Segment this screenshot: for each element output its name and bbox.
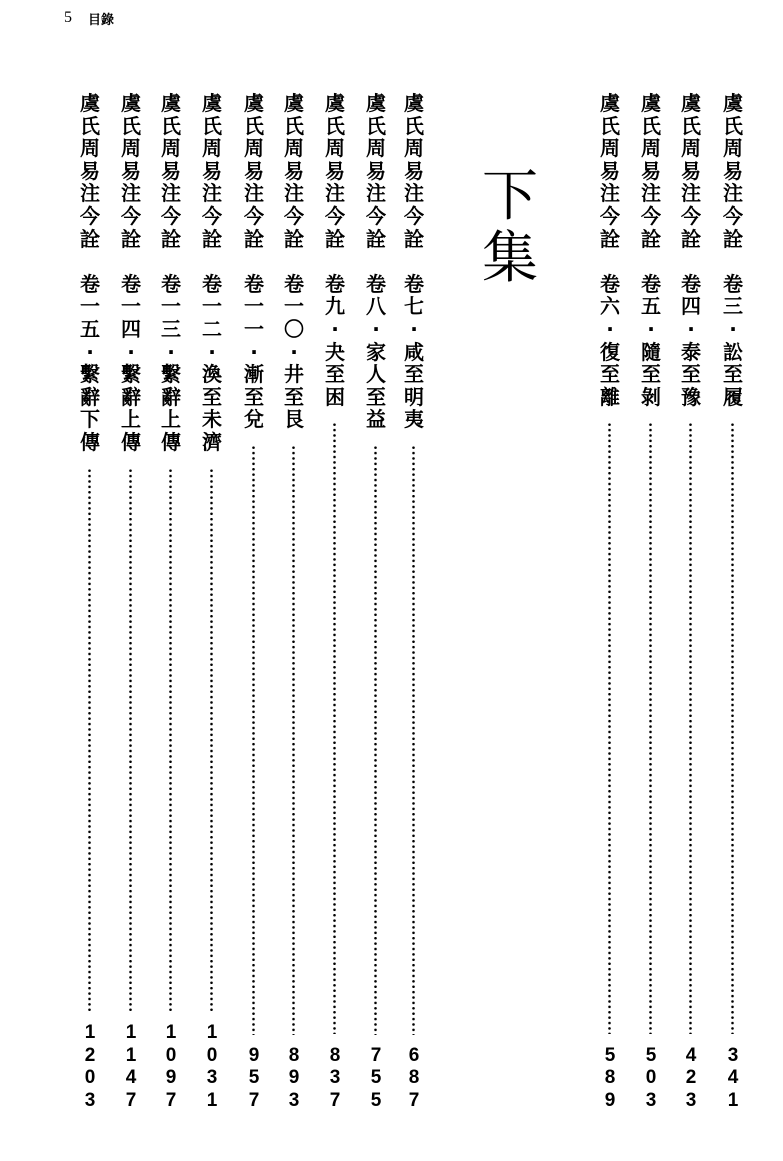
dot-leader bbox=[209, 468, 214, 1012]
section-title: 目錄 bbox=[88, 12, 115, 28]
toc-entry bbox=[76, 0, 104, 1161]
toc-entry-page: 6 8 7 bbox=[408, 1044, 420, 1111]
part-heading: 下 集 bbox=[482, 164, 538, 291]
toc-entry-page: 1 0 3 1 bbox=[206, 1022, 218, 1111]
toc-entry-page: 1 2 0 3 bbox=[84, 1022, 96, 1111]
toc-entry-title: 虞 氏 周 易 注 今 詮 卷 一 〇 · 井 至 艮 bbox=[284, 91, 304, 432]
toc-entry-page: 1 1 4 7 bbox=[125, 1022, 137, 1111]
dot-leader bbox=[411, 445, 416, 1035]
toc-entry bbox=[198, 0, 226, 1161]
toc-entry-title: 虞 氏 周 易 注 今 詮 卷 六 · 復 至 離 bbox=[600, 91, 620, 409]
toc-entry bbox=[280, 0, 308, 1161]
toc-entry-title: 虞 氏 周 易 注 今 詮 卷 一 一 · 漸 至 兌 bbox=[244, 91, 264, 432]
toc-entry-title: 虞 氏 周 易 注 今 詮 卷 四 · 泰 至 豫 bbox=[681, 91, 701, 409]
toc-entry bbox=[321, 0, 349, 1161]
dot-leader bbox=[251, 445, 256, 1035]
toc-entry bbox=[400, 0, 428, 1161]
toc-entry-title: 虞 氏 周 易 注 今 詮 卷 一 五 · 繫 辭 下 傳 bbox=[80, 91, 100, 454]
toc-entry-page: 8 3 7 bbox=[329, 1044, 341, 1111]
dot-leader bbox=[688, 422, 693, 1034]
toc-entry bbox=[637, 0, 665, 1161]
page-number: 5 bbox=[64, 9, 72, 26]
toc-entry-page: 7 5 5 bbox=[370, 1044, 382, 1111]
dot-leader bbox=[373, 445, 378, 1035]
toc-entry bbox=[596, 0, 624, 1161]
toc-entry bbox=[362, 0, 390, 1161]
toc-entry-page: 9 5 7 bbox=[248, 1044, 260, 1111]
dot-leader bbox=[730, 422, 735, 1034]
dot-leader bbox=[607, 422, 612, 1034]
toc-entry-title: 虞 氏 周 易 注 今 詮 卷 七 · 咸 至 明 夷 bbox=[404, 91, 424, 432]
dot-leader bbox=[291, 445, 296, 1035]
dot-leader bbox=[168, 468, 173, 1012]
toc-entry-title: 虞 氏 周 易 注 今 詮 卷 九 · 夬 至 困 bbox=[325, 91, 345, 409]
toc-entry bbox=[677, 0, 705, 1161]
dot-leader bbox=[128, 468, 133, 1012]
toc-entry bbox=[240, 0, 268, 1161]
toc-entry-title: 虞 氏 周 易 注 今 詮 卷 一 三 · 繫 辭 上 傳 bbox=[161, 91, 181, 454]
toc-entry-title: 虞 氏 周 易 注 今 詮 卷 一 四 · 繫 辭 上 傳 bbox=[121, 91, 141, 454]
toc-entry-title: 虞 氏 周 易 注 今 詮 卷 五 · 隨 至 剝 bbox=[641, 91, 661, 409]
toc-entry-title: 虞 氏 周 易 注 今 詮 卷 一 二 · 渙 至 未 濟 bbox=[202, 91, 222, 454]
toc-entry-page: 5 0 3 bbox=[645, 1044, 657, 1111]
toc-entry-page: 3 4 1 bbox=[727, 1044, 739, 1111]
toc-entry-page: 8 9 3 bbox=[288, 1044, 300, 1111]
toc-entry bbox=[117, 0, 145, 1161]
dot-leader bbox=[648, 422, 653, 1034]
toc-entry-page: 5 8 9 bbox=[604, 1044, 616, 1111]
toc-entry-title: 虞 氏 周 易 注 今 詮 卷 三 · 訟 至 履 bbox=[723, 91, 743, 409]
dot-leader bbox=[87, 468, 92, 1012]
dot-leader bbox=[332, 422, 337, 1034]
toc-entry-title: 虞 氏 周 易 注 今 詮 卷 八 · 家 人 至 益 bbox=[366, 91, 386, 432]
toc-entry bbox=[719, 0, 747, 1161]
toc-entry-page: 4 2 3 bbox=[685, 1044, 697, 1111]
toc-entry-page: 1 0 9 7 bbox=[165, 1022, 177, 1111]
toc-entry bbox=[157, 0, 185, 1161]
